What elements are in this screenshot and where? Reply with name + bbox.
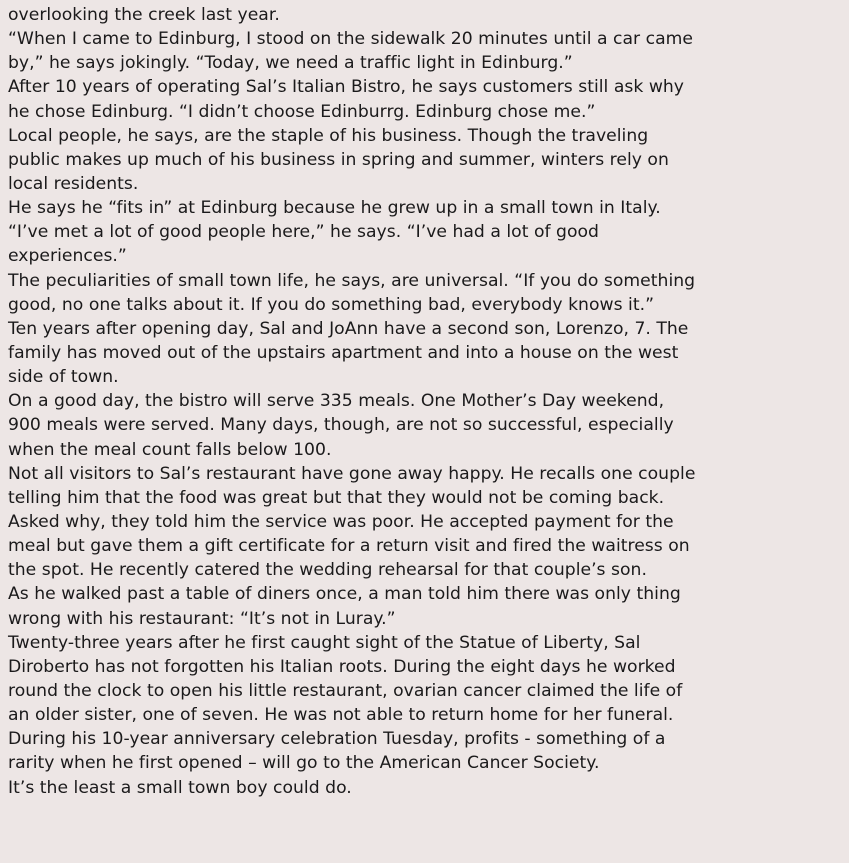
text-line: After 10 years of operating Sal’s Italian Bistro, he says customers still ask why	[8, 77, 685, 98]
text-line: Twenty-three years after he first caught sight of the Statue of Liberty, Sal	[8, 632, 641, 653]
text-line: It’s the least a small town boy could do.	[8, 777, 352, 798]
text-line: local residents.	[8, 173, 139, 194]
text-line: he chose Edinburg. “I didn’t choose Edinburrg. Edinburg chose me.”	[8, 101, 596, 122]
text-line: Diroberto has not forgotten his Italian roots. During the eight days he worked	[8, 656, 676, 677]
text-line: “I’ve met a lot of good people here,” he says. “I’ve had a lot of good	[8, 222, 599, 243]
text-line: round the clock to open his little restaurant, ovarian cancer claimed the life of	[8, 680, 683, 701]
text-line: “When I came to Edinburg, I stood on the sidewalk 20 minutes until a car came	[8, 29, 694, 50]
text-line: telling him that the food was great but that they would not be coming back.	[8, 487, 665, 508]
text-line: when the meal count falls below 100.	[8, 439, 332, 460]
text-line: 900 meals were served. Many days, though, are not so successful, especially	[8, 415, 674, 436]
text-line: wrong with his restaurant: “It’s not in Luray.”	[8, 608, 396, 629]
text-line: On a good day, the bistro will serve 335 meals. One Mother’s Day weekend,	[8, 391, 665, 412]
text-line: During his 10-year anniversary celebration Tuesday, profits - something of a	[8, 729, 666, 750]
text-line: rarity when he first opened – will go to the American Cancer Society.	[8, 753, 600, 774]
text-line: Not all visitors to Sal’s restaurant have gone away happy. He recalls one couple	[8, 463, 696, 484]
text-line: experiences.”	[8, 246, 127, 267]
text-line: family has moved out of the upstairs apartment and into a house on the west	[8, 342, 679, 363]
text-line: by,” he says jokingly. “Today, we need a traffic light in Edinburg.”	[8, 53, 573, 74]
text-line: He says he “fits in” at Edinburg because he grew up in a small town in Italy.	[8, 198, 661, 219]
text-line: Local people, he says, are the staple of his business. Though the traveling	[8, 125, 649, 146]
text-line: an older sister, one of seven. He was not able to return home for her funeral.	[8, 705, 674, 726]
text-line: overlooking the creek last year.	[8, 5, 280, 25]
text-line: The peculiarities of small town life, he says, are universal. “If you do something	[8, 270, 696, 291]
text-line: the spot. He recently catered the wedding rehearsal for that couple’s son.	[8, 560, 647, 581]
text-line: good, no one talks about it. If you do something bad, everybody knows it.”	[8, 294, 654, 315]
text-line: public makes up much of his business in spring and summer, winters rely on	[8, 149, 669, 170]
text-line: side of town.	[8, 367, 119, 388]
text-line: Ten years after opening day, Sal and JoAnn have a second son, Lorenzo, 7. The	[8, 318, 689, 339]
text-line: Asked why, they told him the service was poor. He accepted payment for the	[8, 511, 674, 532]
text-line: As he walked past a table of diners once, a man told him there was only thing	[8, 584, 681, 605]
text-line: meal but gave them a gift certificate for a return visit and fired the waitress on	[8, 536, 690, 557]
